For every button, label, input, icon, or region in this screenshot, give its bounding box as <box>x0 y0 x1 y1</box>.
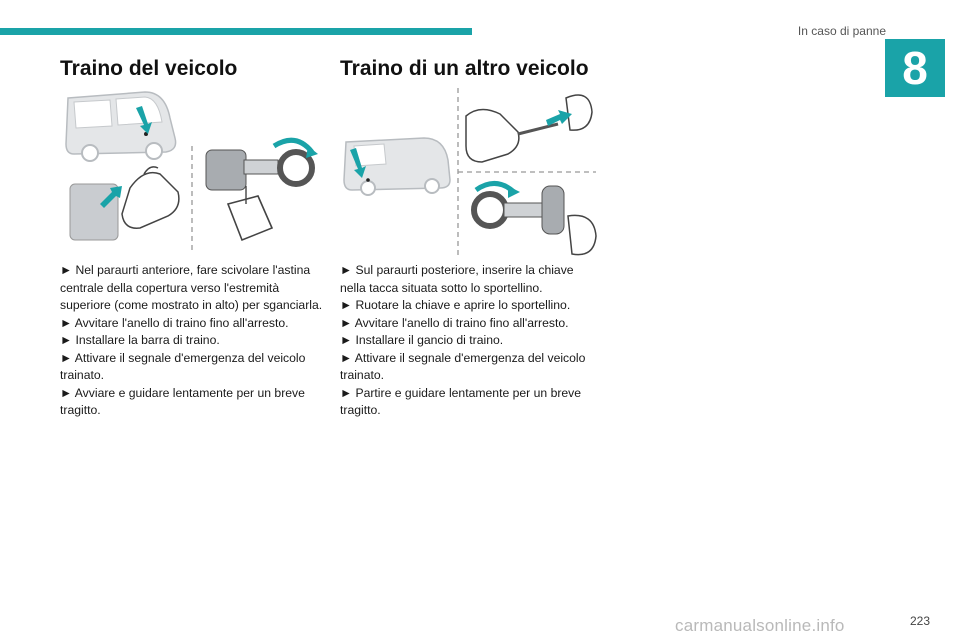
towing-eye-icon <box>206 140 318 190</box>
left-heading: Traino del veicolo <box>60 57 238 80</box>
watermark-text: carmanualsonline.info <box>675 616 845 635</box>
header-accent-bar <box>0 28 472 35</box>
van-front-icon <box>66 92 176 161</box>
page-number: 223 <box>909 614 930 628</box>
rear-towing-illustration <box>340 88 610 260</box>
chapter-number-tab: 8 <box>885 39 945 97</box>
instruction-step: ► Ruotare la chiave e aprire lo sportellino. <box>340 298 571 312</box>
instruction-step: ► Nel paraurti anteriore, fare scivolare l'astina centrale della copertura verso l'estremità superiore (come mostrato in alto) per sganciarla. <box>60 263 323 312</box>
section-title: In caso di panne <box>797 24 886 38</box>
right-instructions <box>340 262 600 420</box>
bumper-cover-hand <box>70 167 179 240</box>
right-heading: Traino di un altro veicolo <box>340 57 589 80</box>
instruction-step: ► Attivare il segnale d'emergenza del veicolo trainato. <box>60 350 306 382</box>
key-hand-icon <box>466 95 592 162</box>
tow-hook-icon <box>474 183 596 254</box>
instruction-step: ► Installare la barra di traino. <box>60 333 220 347</box>
instruction-step: ► Partire e guidare lentamente per un breve tragitto. <box>340 385 582 417</box>
instruction-step: ► Avvitare l'anello di traino fino all'arresto. <box>340 315 569 330</box>
bumper-cap-icon <box>228 186 272 240</box>
instruction-step: ► Sul paraurti posteriore, inserire la chiave nella tacca situata sotto lo sportellino. <box>340 263 574 295</box>
instruction-step: ► Avvitare l'anello di traino fino all'arresto. <box>60 315 289 330</box>
instruction-step: ► Installare il gancio di traino. <box>340 333 504 347</box>
front-towing-illustration <box>60 88 330 253</box>
instruction-step: ► Attivare il segnale d'emergenza del veicolo trainato. <box>340 350 586 382</box>
left-instructions <box>60 262 328 420</box>
instruction-step: ► Avviare e guidare lentamente per un breve tragitto. <box>60 385 305 417</box>
